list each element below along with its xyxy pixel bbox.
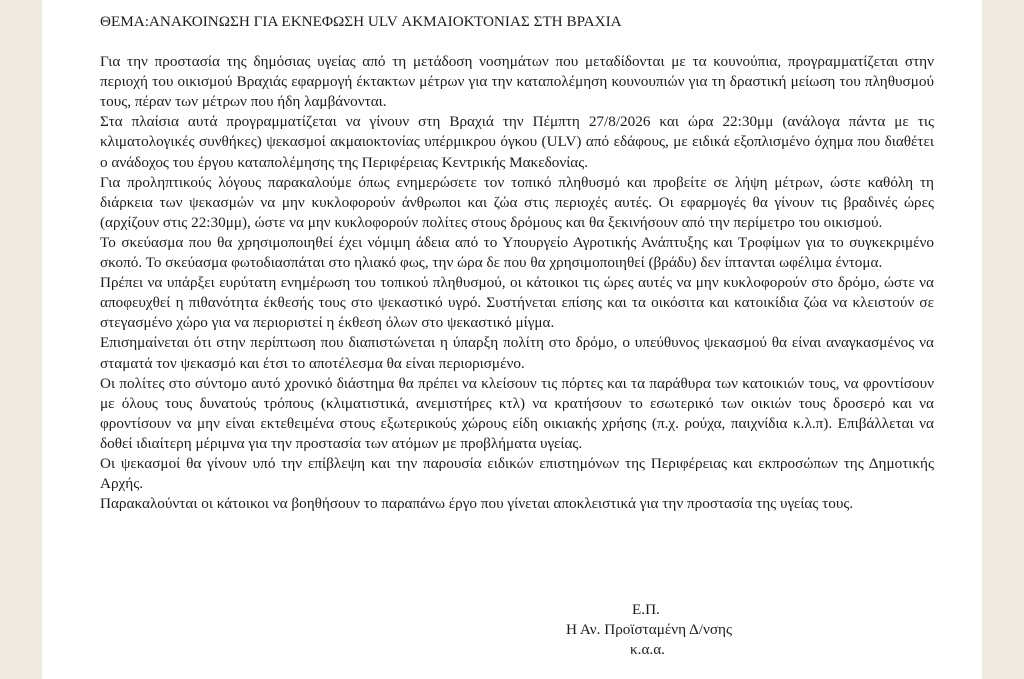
paragraph-information: Πρέπει να υπάρξει ευρύτατη ενημέρωση του τοπικού πληθυσμού, οι κάτοικοι τις ώρες αυτές να μην κυκλοφορούν στο δρόμο, ώστε να αποφευχθεί η πιθανότητα έκθεσής τους στο ψεκαστικό υγρό. Συστήνεται επίσης και τα οικόσιτα και κατοικίδια ζώα να κλειστούν σε στεγασμένο χώρο για να περιοριστεί η έκθεση όλων στο ψεκαστικό μίγμα. <box>100 274 934 332</box>
paragraph-notice: Επισημαίνεται ότι στην περίπτωση που διαπιστώνεται η ύπαρξη πολίτη στο δρόμο, ο υπεύθυνος ψεκασμού θα είναι αναγκασμένος να σταματά τον ψεκασμό και έτσι το αποτέλεσμα θα είναι περιορισμένο. <box>100 334 934 372</box>
paragraph-product: Το σκεύασμα που θα χρησιμοποιηθεί έχει νόμιμη άδεια από το Υπουργείο Αγροτικής Ανάπτυξης και Τροφίμων για το συγκεκριμένο σκοπό. Το σκεύασμα φωτοδιασπάται στο ηλιακό φως, την ώρα δε που θα χρησιμοποιηθεί (βράδυ) δεν ίπτανται ωφέλιμα έντομα. <box>100 233 934 272</box>
signature-line-ep: Ε.Π. <box>632 601 660 618</box>
paragraph-purpose: Για την προστασία της δημόσιας υγείας από τη μετάδοση νοσημάτων που μεταδίδονται με τα κουνούπια, προγραμματίζεται στην περιοχή του οικισμού Βραχιάς εφαρμογή έκτακτων μέτρων για την καταπολέμηση κουνουπιών για τη δραστική μείωση του πληθυσμού τους, πέραν των μέτρων που ήδη λαμβάνονται. <box>100 53 934 111</box>
document-title: ΘΕΜΑ:ΑΝΑΚΟΙΝΩΣΗ ΓΙΑ ΕΚΝΕΦΩΣΗ ULV ΑΚΜΑΙΟΚΤΟΝΙΑΣ ΣΤΗ ΒΡΑΧΙΑ <box>100 13 622 30</box>
signature-line-kaa: κ.α.α. <box>630 641 665 658</box>
paragraph-supervision: Οι ψεκασμοί θα γίνουν υπό την επίβλεψη και την παρουσία ειδικών επιστημόνων της Περιφέρειας και εκπροσώπων της Δημοτικής Αρχής. <box>100 454 934 493</box>
paragraph-schedule: Στα πλαίσια αυτά προγραμματίζεται να γίνουν στη Βραχιά την Πέμπτη 27/8/2026 και ώρα 22:30μμ (ανάλογα πάντα με τις κλιματολογικές συνθήκες) ψεκασμοί ακμαιοκτονίας υπέρμικρου όγκου (ULV) από εδάφους, με ειδικά εξοπλισμένο όχημα που διαθέτει ο ανάδοχος του έργου καταπολέμησης της Περιφέρειας Κεντρικής Μακεδονίας. <box>100 113 934 171</box>
paragraph-request: Παρακαλούνται οι κάτοικοι να βοηθήσουν το παραπάνω έργο που γίνεται αποκλειστικά για την προστασία της υγείας τους. <box>100 495 854 513</box>
document-page <box>42 0 982 679</box>
signature-line-director: Η Αν. Προϊσταμένη Δ/νσης <box>566 621 732 638</box>
document-body <box>100 12 934 514</box>
paragraph-residents: Οι πολίτες στο σύντομο αυτό χρονικό διάστημα θα πρέπει να κλείσουν τις πόρτες και τα παράθυρα των κατοικιών τους, να φροντίσουν με όλους τους δυνατούς τρόπους (κλιματιστικά, ανεμιστήρες κτλ) να κρατήσουν το εσωτερικό των οικιών τους δροσερό και να φροντίσουν να μην είναι εκτεθειμένα στους εξωτερικούς χώρους είδη οικιακής χρήσης (π.χ. ρούχα, παιχνίδια κ.λ.π). Επιβάλλεται να δοθεί ιδιαίτερη μέριμνα για την προστασία των ατόμων με προβλήματα υγείας. <box>100 374 934 452</box>
paragraph-precautions: Για προληπτικούς λόγους παρακαλούμε όπως ενημερώσετε τον τοπικό πληθυσμό και προβείτε σε λήψη μέτρων, ώστε καθόλη τη διάρκεια των ψεκασμών να μην κυκλοφορούν άνθρωποι και ζώα στις περιοχές αυτές. Οι εφαρμογές θα γίνουν τις βραδινές ώρες (αρχίζουν στις 22:30μμ), ώστε να μην κυκλοφορούν πολίτες στους δρόμους και θα ξεκινήσουν από την περίμετρο του οικισμού. <box>100 173 934 231</box>
